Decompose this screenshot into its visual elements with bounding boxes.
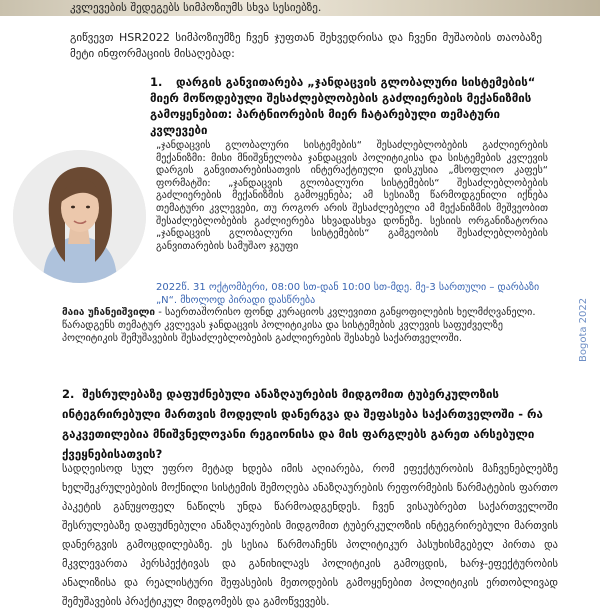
speaker-info [62,306,558,345]
topic-2-body: სადღეისოდ სულ უფრო მეტად ხდება იმის აღიარება, რომ ეფექტურობის მაჩვენებლებზე ხელშეკრულებების მოქნილი სისტემის შემოღება ანაზღაურების რეფორმების წარმატების ფართო პაკეტის განუყოფელ ნაწილს უნდა წარმოადგენდეს. ჩვენ ვისაუბრებთ საქართველოში შესრულებაზე დაფუძნებული ანაზღაურების მიდგომით ტუბერკულოზის ინტეგრირებული მართვის დანერგვის გამოცდილებაზე. ეს სესია წარმოაჩენს პოლიტიკურ პასუხისმგებელ პირთა და მკვლევართა პერსპექტივას და განიხილავს პოლიტიკის გამოცდის, ხარჯ-ეფექტურობის ანალიზისა და რეალისტური შეფასების მეთოდების გამოყენებით პოლიტიკის ერთობლივად შემუშავების პრაქტიკულ მიდგომებს და გამოწვევებს. [62,463,558,608]
speaker-portrait-image [13,150,146,283]
topic-1-number: 1. [150,75,163,89]
topic-1-heading [150,74,550,138]
speaker-bio: - საერთაშორისო ფონდ კურაციოს კვლევითი განყოფილების ხელმძღვანელი. წარადგენს თემატურ კვლევას ჯანდაცვის პოლიტიკისა და სისტემების კვლევის საფუძველზე პოლიტიკის შემუშავების შესაძლებლობების გაძლიერების შესახებ საქართველოში. [62,307,536,344]
topic-2-heading [62,384,562,464]
topic-2-title: შესრულებაზე დაფუძნებული ანაზღაურების მიდგომით ტუბერკულოზის ინტეგრირებული მართვის მოდელის დანერგვა და შეფასება საქართველოში - რა გაკვეთილებია მნიშვნელოვანი რეგიონისა და მის ფარგლებს გარეთ არსებული ქვეყნებისათვის? [62,387,543,461]
speaker-photo [13,150,146,283]
topic-1-title: დარგის განვითარება „ჯანდაცვის გლობალური სისტემების“ მიერ მოწოდებული შესაძლებლობების გაძლიერების მექანიზმის გამოყენებით: პარტნიორების მიერ ჩატარებული თემატური კვლევები [150,75,536,137]
speaker-name: მაია უჩანეიშვილი [62,307,156,318]
intro-paragraph: გიწვევთ HSR2022 სიმპოზიუმზე ჩვენ ჯუფთან შეხვედრისა და ჩვენი მუშაობის თაობაზე მეტი ინფორმაციის მისაღებად: [70,31,542,60]
header-banner [0,0,600,16]
topic-2-number: 2. [62,387,75,401]
side-label-text: Bogota 2022 [578,297,589,362]
banner-text: კვლევების შედეგებს სიმპოზიუმს სხვა სესიებზე. [70,1,322,14]
topic-1-description: „ჯანდაცვის გლობალური სისტემების“ შესაძლებლობების გაძლიერების მექანიზმი: მისი მნიშვნელობა ჯანდაცვის პოლიტიკისა და სისტემების კვლევის დარგის განვითარებისათვის ინტერაქტიული დისკუსია „მსოფლიო კაფეს“ ფორმატში: „ჯანდაცვის გლობალური სისტემების“ შესაძლებლობების გაძლიერების მექანიზმის გამოყენება; ამ სესიაზე წარმოდგენილი იქნება თემატური კვლევები, თუ როგორ არის შესაძლებელი ამ მექანიზმის მეშვეობით შესაძლებლობების გაძლიერება სხვადასხვა დონეზე. სესიის ორგანიზატორია „ჯანდაცვის გლობალური სისტემების“ გამგეობის შესაძლებლობების განვითარების სამუშაო ჯგუფი [156,140,548,252]
event-details: 2022წ. 31 ოქტომბერი, 08:00 სთ-დან 10:00 სთ-მდე. მე-3 სართული – დარბაზი „N“. მხოლოდ პირადი დასწრება [156,282,540,306]
